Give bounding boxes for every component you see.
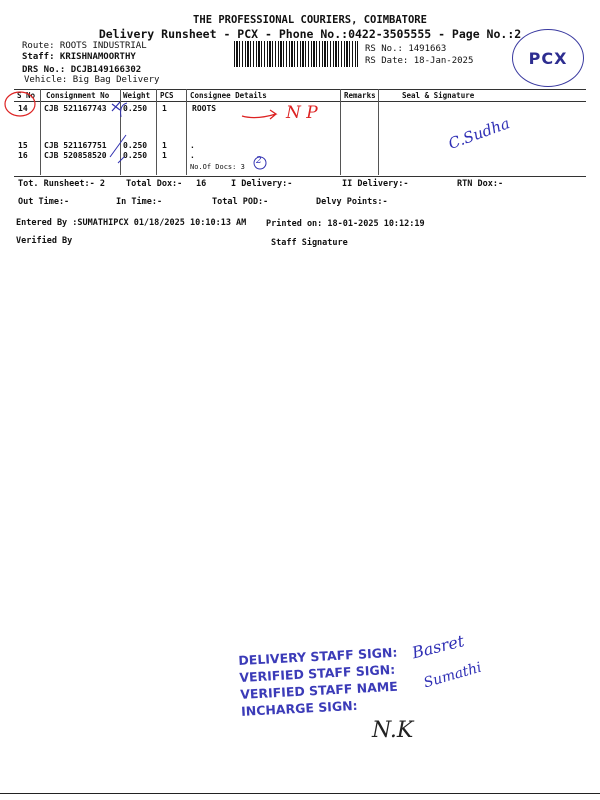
runsheet-title: Delivery Runsheet - PCX - Phone No.:0422-3505555 - Page No.:2	[98, 27, 522, 41]
ii-delivery: II Delivery:-	[342, 179, 409, 189]
row-pcs: 1	[162, 141, 167, 150]
row-consignment: CJB 521167751	[44, 141, 107, 150]
printed-on: Printed on: 18-01-2025 10:12:19	[266, 219, 425, 229]
rs-date: RS Date: 18-Jan-2025	[365, 56, 474, 66]
total-dox-value: 16	[196, 179, 207, 189]
cross-mark	[112, 102, 120, 111]
stamp-verified-name: VERIFIED STAFF NAME	[239, 678, 399, 702]
verified-by: Verified By	[16, 236, 73, 246]
slash-mark	[118, 157, 124, 163]
row-sno: 16	[18, 151, 28, 160]
row-sno: 14	[18, 104, 28, 113]
stamp-incharge-sign: INCHARGE SIGN:	[240, 697, 358, 719]
delivery-staff-signature: Basret	[410, 631, 467, 663]
circle-mark	[5, 92, 35, 116]
row-pcs: 1	[162, 104, 167, 113]
col-header-weight: Weight	[123, 91, 151, 100]
signature-stamp	[238, 644, 400, 720]
page-bottom-rule	[0, 793, 600, 794]
stamp-delivery-sign: DELIVERY STAFF SIGN:	[238, 644, 398, 668]
company-title: THE PROFESSIONAL COURIERS, COIMBATORE	[193, 14, 427, 26]
vehicle-label: Vehicle: Big Bag Delivery	[24, 75, 160, 85]
total-dox-label: Total Dox:-	[126, 179, 183, 189]
rs-number: RS No.: 1491663	[365, 44, 447, 54]
route-label: Route: ROOTS INDUSTRIAL	[22, 41, 147, 51]
receiver-signature: C.Sudha	[446, 114, 513, 153]
slash-mark	[110, 135, 126, 157]
row-pcs: 1	[162, 151, 167, 160]
out-time: Out Time:-	[18, 197, 70, 207]
row-weight: 0.250	[123, 151, 148, 160]
row-consignee: .	[190, 151, 195, 160]
col-header-seal: Seal & Signature	[402, 91, 475, 100]
pcx-stamp: PCX	[512, 29, 584, 87]
row-weight: 0.250	[123, 141, 148, 150]
in-time: In Time:-	[116, 197, 163, 207]
row-sno: 15	[18, 141, 28, 150]
verified-staff-signature: Sumathi	[422, 659, 484, 692]
tot-runsheet: Tot. Runsheet:- 2	[18, 179, 105, 189]
handwritten-note: N P	[286, 103, 318, 123]
incharge-signature: N.K	[372, 718, 414, 743]
col-header-pcs: PCS	[160, 91, 174, 100]
docs-mark: 2	[256, 156, 262, 166]
col-header-consignment: Consignment No	[46, 91, 110, 100]
staff-label: Staff: KRISHNAMOORTHY	[22, 52, 136, 62]
arrow-mark	[242, 110, 276, 119]
rtn-dox: RTN Dox:-	[457, 179, 504, 189]
row-weight: 0.250	[123, 104, 148, 113]
delvy-points: Delvy Points:-	[316, 197, 388, 207]
col-header-remarks: Remarks	[344, 91, 376, 100]
col-header-consignee: Consignee Details	[190, 91, 267, 100]
row-consignment: CJB 520858520	[44, 151, 107, 160]
total-pod: Total POD:-	[212, 197, 269, 207]
row-consignee: ROOTS	[192, 104, 217, 113]
entered-by: Entered By :SUMATHIPCX 01/18/2025 10:10:13 AM	[16, 218, 247, 228]
col-header-sno: S No	[17, 91, 36, 100]
i-delivery: I Delivery:-	[231, 179, 293, 189]
tick-mark	[121, 103, 127, 117]
drs-number: DRS No.: DCJB149166302	[22, 65, 142, 75]
stamp-verified-sign: VERIFIED STAFF SIGN:	[238, 661, 396, 685]
row-consignment: CJB 521167743	[44, 104, 107, 113]
no-of-docs: No.Of Docs: 3	[190, 163, 245, 171]
staff-signature: Staff Signature	[271, 238, 348, 248]
row-consignee: .	[190, 141, 195, 150]
